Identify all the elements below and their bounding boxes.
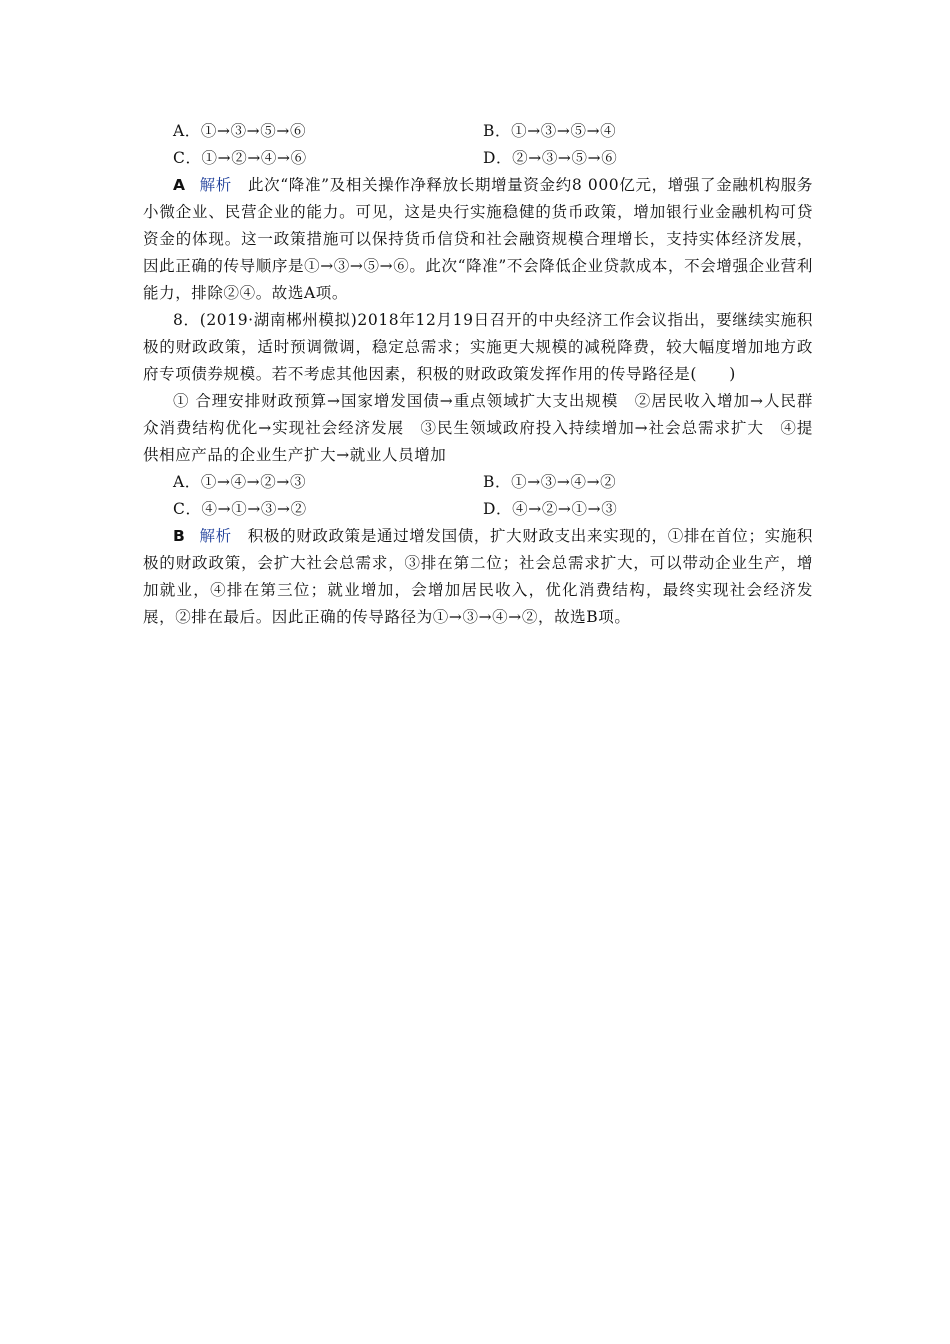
q8-option-c: C．④→①→③→② [173, 500, 307, 518]
q8-items: ① 合理安排财政预算→国家增发国债→重点领域扩大支出规模 ②居民收入增加→人民群众消费结构优化→实现社会经济发展 ③民生领域政府投入持续增加→社会总需求扩大 ④提供相应产品的企业生产扩大→就业人员增加 [143, 392, 813, 464]
q8-option-d: D．④→②→①→③ [483, 500, 618, 518]
q8-option-b: B．①→③→④→② [483, 473, 617, 491]
q7-option-a: A．①→③→⑤→⑥ [173, 122, 307, 140]
q7-options [143, 118, 813, 172]
q8-stem: 8．(2019·湖南郴州模拟)2018年12月19日召开的中央经济工作会议指出，要继续实施积极的财政政策，适时预调微调，稳定总需求；实施更大规模的减税降费，较大幅度增加地方政府专项债券规模。若不考虑其他因素，积极的财政政策发挥作用的传导路径是( ) [143, 311, 813, 383]
q8-analysis [143, 523, 813, 631]
q7-analysis-label: 解析 [199, 176, 232, 194]
document-content [143, 118, 813, 631]
q7-answer-letter: A [173, 176, 186, 194]
q7-option-d: D．②→③→⑤→⑥ [483, 149, 618, 167]
q8-options [143, 469, 813, 523]
q8-analysis-label: 解析 [199, 527, 232, 545]
q8-analysis-text: 积极的财政政策是通过增发国债，扩大财政支出来实现的，①排在首位；实施积极的财政政策，会扩大社会总需求，③排在第二位；社会总需求扩大，可以带动企业生产，增加就业，④排在第三位；就业增加，会增加居民收入，优化消费结构，最终实现社会经济发展，②排在最后。因此正确的传导路径为①→③→④→②，故选B项。 [143, 527, 813, 626]
q7-option-b: B．①→③→⑤→④ [483, 122, 617, 140]
q7-analysis [143, 172, 813, 307]
q7-option-c: C．①→②→④→⑥ [173, 149, 307, 167]
q7-analysis-text: 此次“降准”及相关操作净释放长期增量资金约8 000亿元，增强了金融机构服务小微企业、民营企业的能力。可见，这是央行实施稳健的货币政策，增加银行业金融机构可贷资金的体现。这一政策措施可以保持货币信贷和社会融资规模合理增长，支持实体经济发展，因此正确的传导顺序是①→③→⑤→⑥。此次“降准”不会降低企业贷款成本，不会增强企业营利能力，排除②④。故选A项。 [143, 176, 813, 302]
q8-option-a: A．①→④→②→③ [173, 473, 307, 491]
q8-answer-letter: B [173, 527, 186, 545]
